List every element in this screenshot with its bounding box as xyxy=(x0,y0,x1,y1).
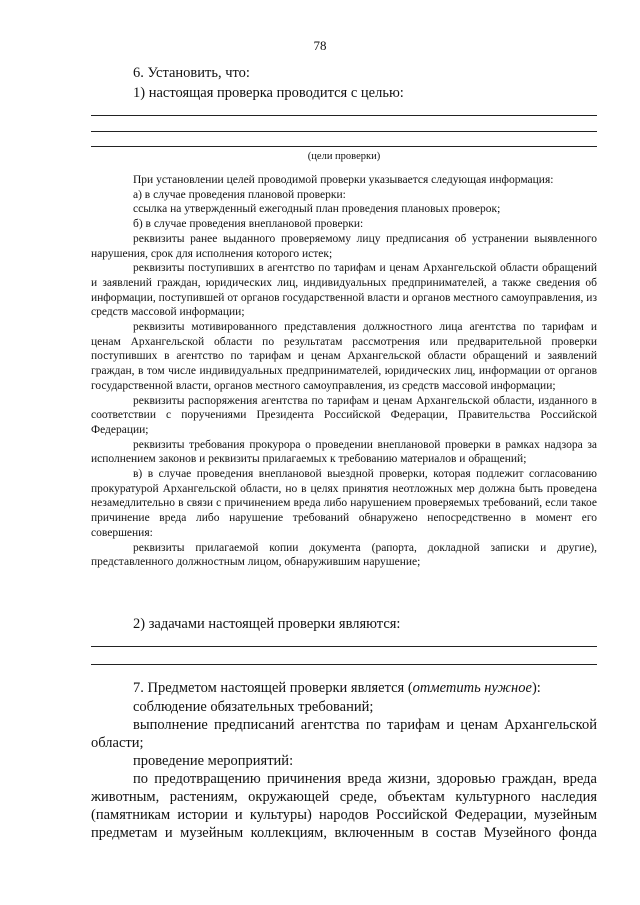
purpose-blank-line-3 xyxy=(91,146,597,147)
instruction-planned-ref: ссылка на утвержденный ежегодный план проведения плановых проверок; xyxy=(133,203,501,216)
item7-heading-italic: отметить нужное xyxy=(412,680,532,696)
item6-purpose-line: 1) настоящая проверка проводится с целью: xyxy=(133,85,404,101)
page-number: 78 xyxy=(313,38,327,53)
instruction-planned: а) в случае проведения плановой проверки: xyxy=(133,188,346,201)
item7-line-prescriptions: выполнение предписаний агентства по тарифам и ценам Архангельской xyxy=(133,717,597,733)
instruction-paragraph: реквизиты ранее выданного проверяемому лицу предписания об устранении выявленного нарушения, срок для исполнения которого истек; xyxy=(91,232,597,260)
item7-heading: 7. Предметом настоящей проверки является (отметить нужное): xyxy=(133,680,541,696)
instruction-unplanned: б) в случае проведения внеплановой проверки: xyxy=(133,218,364,231)
purpose-blank-line-2 xyxy=(91,131,597,132)
item7-paragraph-line: по предотвращению причинения вреда жизни, здоровью граждан, вреда xyxy=(133,771,597,787)
tasks-blank-line-2 xyxy=(91,664,597,665)
purpose-instructions xyxy=(91,173,597,570)
item6-tasks-line: 2) задачами настоящей проверки являются: xyxy=(133,616,401,632)
item7-paragraph-line: предметам и музейным коллекциям, включенным в состав Музейного фонда xyxy=(91,825,597,841)
instruction-paragraph: в) в случае проведения внеплановой выездной проверки, которая подлежит согласованию прокуратурой Архангельской области, но в целях принятия неотложных мер должна быть проведена незамедлительно в связи с причинением вреда либо нарушением проверяемых требований, если такое причинение вреда либо нарушение требований обнаружено непосредственно в момент его совершения: xyxy=(91,468,597,539)
instruction-paragraph: реквизиты прилагаемой копии документа (рапорта, докладной записки и другие), представленного должностным лицом, обнаружившим нарушение; xyxy=(91,541,597,569)
item7-paragraph-line: животным, растениям, окружающей среде, объектам культурного наследия xyxy=(91,789,597,805)
purpose-caption: (цели проверки) xyxy=(307,151,381,162)
instruction-paragraph: реквизиты распоряжения агентства по тарифам и ценам Архангельской области, изданного в соответствии с поручениями Президента Российской Федерации, Правительства Российской Федерации; xyxy=(91,394,597,436)
instruction-paragraph: реквизиты требования прокурора о проведении внеплановой проверки в рамках надзора за исполнением законов и реквизиты прилагаемых к требованию материалов и обращений; xyxy=(91,438,597,466)
purpose-blank-line-1 xyxy=(91,115,597,116)
item7-paragraph-line: (памятникам истории и культуры) народов Российской Федерации, музейным xyxy=(91,807,597,823)
tasks-blank-line-1 xyxy=(91,646,597,647)
instruction-intro: При установлении целей проводимой проверки указывается следующая информация: xyxy=(133,174,554,186)
item7-line-measures: проведение мероприятий: xyxy=(133,753,294,769)
instruction-paragraph: реквизиты мотивированного представления должностного лица агентства по тарифам и ценам Архангельской области по результатам рассмотрения или предварительной проверки поступивших в агентство по тарифам и ценам Архангельской области обращений и заявлений граждан, в том числе индивидуальных предпринимателей, юридических лиц, информации от органов государственной власти, органов местного самоуправления, из средств массовой информации; xyxy=(91,321,597,392)
item7-line-prescriptions-end: области; xyxy=(91,735,144,751)
item6-heading: 6. Установить, что: xyxy=(133,65,250,81)
item7-line-requirements: соблюдение обязательных требований; xyxy=(133,699,374,715)
instruction-paragraph: реквизиты поступивших в агентство по тарифам и ценам Архангельской области обращений и заявлений граждан, юридических лиц, индивидуальных предпринимателей, а также сведения об информации, поступившей от органов государственной власти и органов местного самоуправления, из средств массовой информации; xyxy=(91,262,597,319)
